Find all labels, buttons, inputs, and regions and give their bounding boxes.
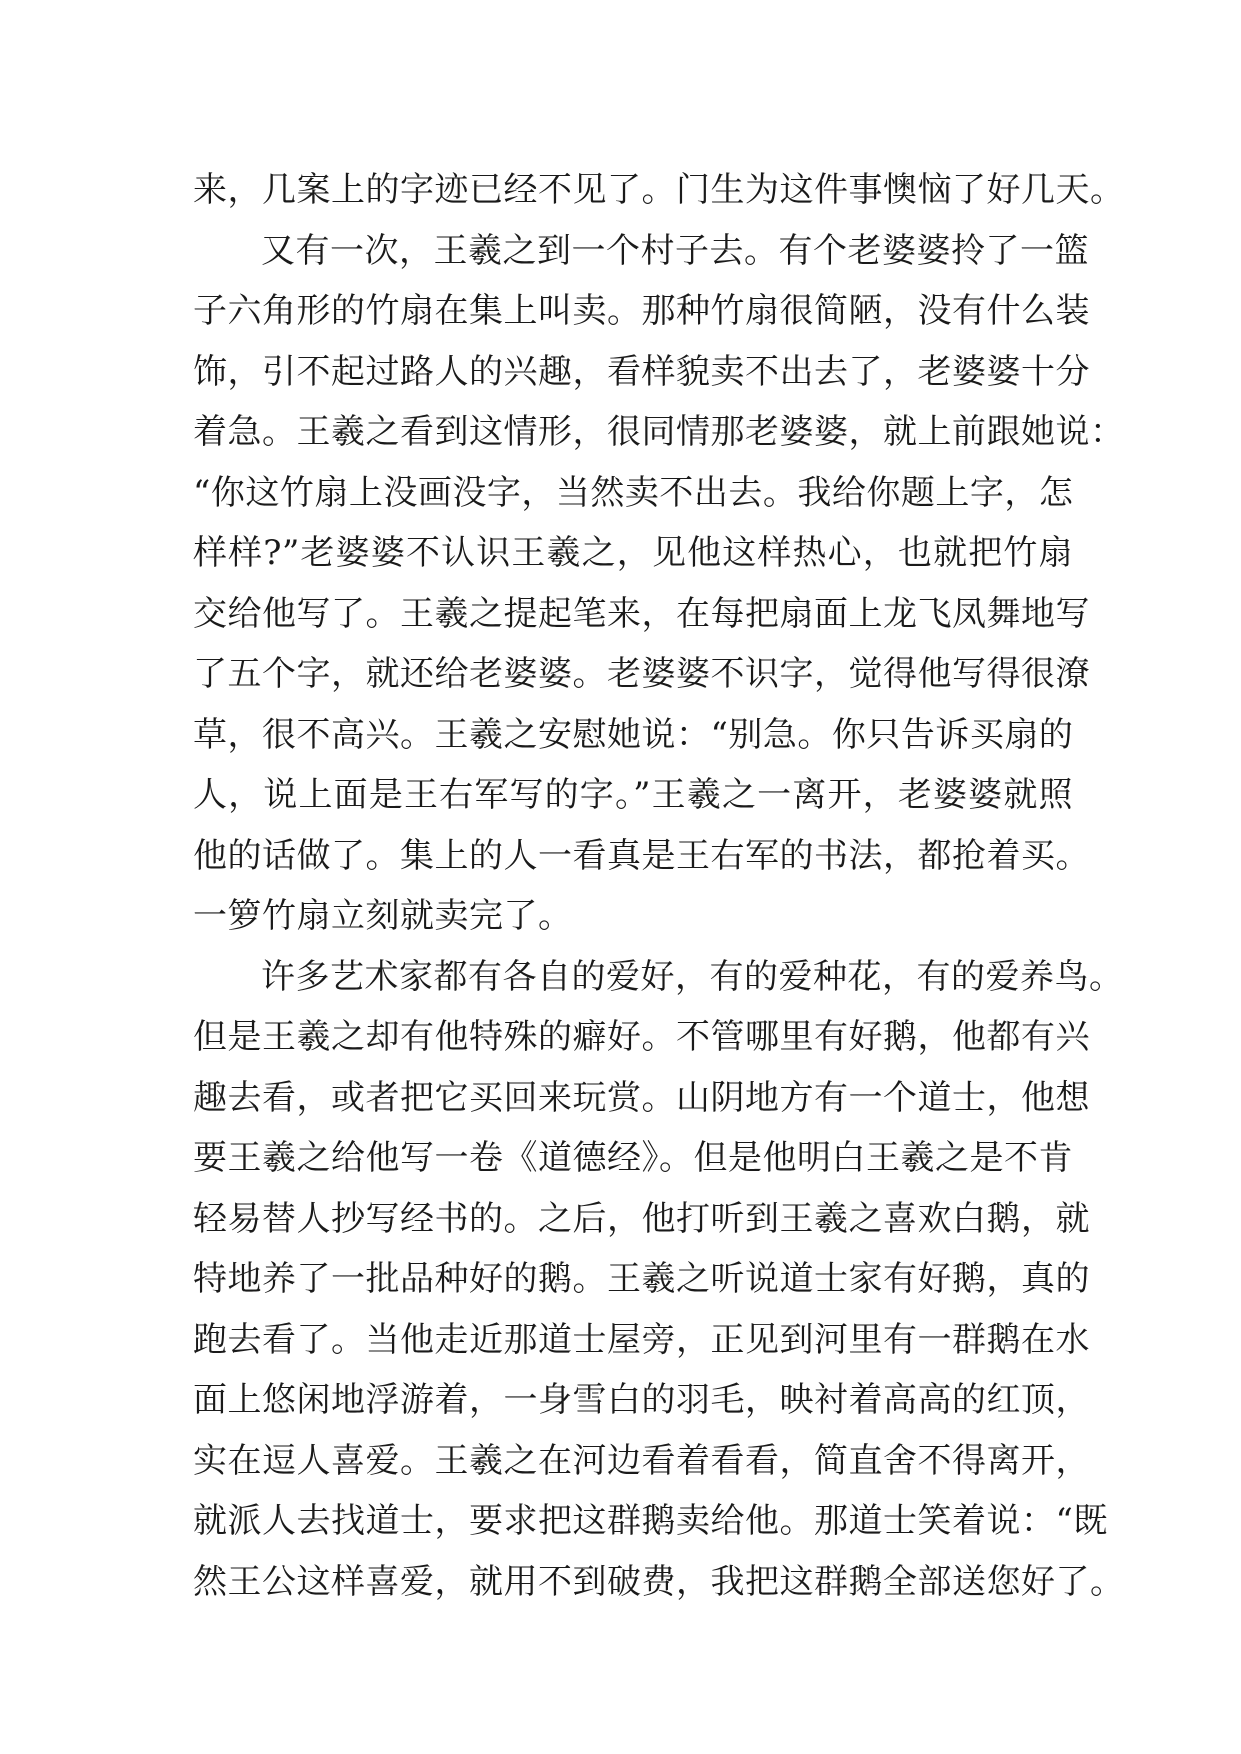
text-line: 一箩竹扇立刻就卖完了。 [193, 896, 573, 936]
text-line: 着急。王羲之看到这情形，很同情那老婆婆，就上前跟她说： [193, 412, 1125, 452]
text-line: 趣去看，或者把它买回来玩赏。山阴地方有一个道士，他想 [193, 1077, 1090, 1118]
document-body [193, 160, 1125, 1612]
text-line: 轻易替人抄写经书的。之后，他打听到王羲之喜欢白鹅，就 [193, 1198, 1090, 1239]
text-line: 实在逗人喜爱。王羲之在河边看着看看，简直舍不得离开， [193, 1440, 1090, 1481]
text-line: 然王公这样喜爱，就用不到破费，我把这群鹅全部送您好了。 [193, 1561, 1125, 1602]
text-line: 人，说上面是王右军写的字。”王羲之一离开，老婆婆就照 [193, 775, 1073, 815]
text-line: 特地养了一批品种好的鹅。王羲之听说道士家有好鹅，真的 [193, 1259, 1090, 1299]
text-line: 饰，引不起过路人的兴趣，看样貌卖不出去了，老婆婆十分 [193, 351, 1090, 392]
text-line: 跑去看了。当他走近那道士屋旁，正见到河里有一群鹅在水 [193, 1319, 1090, 1360]
text-line: 他的话做了。集上的人一看真是王右军的书法，都抢着买。 [193, 835, 1090, 876]
text-line: 样样?”老婆婆不认识王羲之，见他这样热心，也就把竹扇 [193, 533, 1073, 573]
text-line: 又有一次，王羲之到一个村子去。有个老婆婆拎了一篮 [261, 230, 1089, 271]
text-line: “你这竹扇上没画没字，当然卖不出去。我给你题上字，怎 [193, 472, 1074, 513]
text-line: 子六角形的竹扇在集上叫卖。那种竹扇很简陋，没有什么装 [193, 291, 1090, 331]
text-line: 草，很不高兴。王羲之安慰她说：“别急。你只告诉买扇的 [193, 714, 1074, 755]
text-line: 交给他写了。王羲之提起笔来，在每把扇面上龙飞凤舞地写 [193, 593, 1090, 634]
text-line: 许多艺术家都有各自的爱好，有的爱种花，有的爱养鸟。 [261, 956, 1124, 997]
text-line: 来，几案上的字迹已经不见了。门生为这件事懊恼了好几天。 [193, 170, 1125, 210]
text-line: 面上悠闲地浮游着，一身雪白的羽毛，映衬着高高的红顶， [193, 1380, 1090, 1420]
text-line: 要王羲之给他写一卷《道德经》。但是他明白王羲之是不肯 [193, 1138, 1073, 1178]
text-line: 了五个字，就还给老婆婆。老婆婆不识字，觉得他写得很潦 [193, 654, 1090, 694]
text-line: 但是王羲之却有他特殊的癖好。不管哪里有好鹅，他都有兴 [193, 1017, 1090, 1057]
text-line: 就派人去找道士，要求把这群鹅卖给他。那道士笑着说：“既 [193, 1501, 1108, 1541]
